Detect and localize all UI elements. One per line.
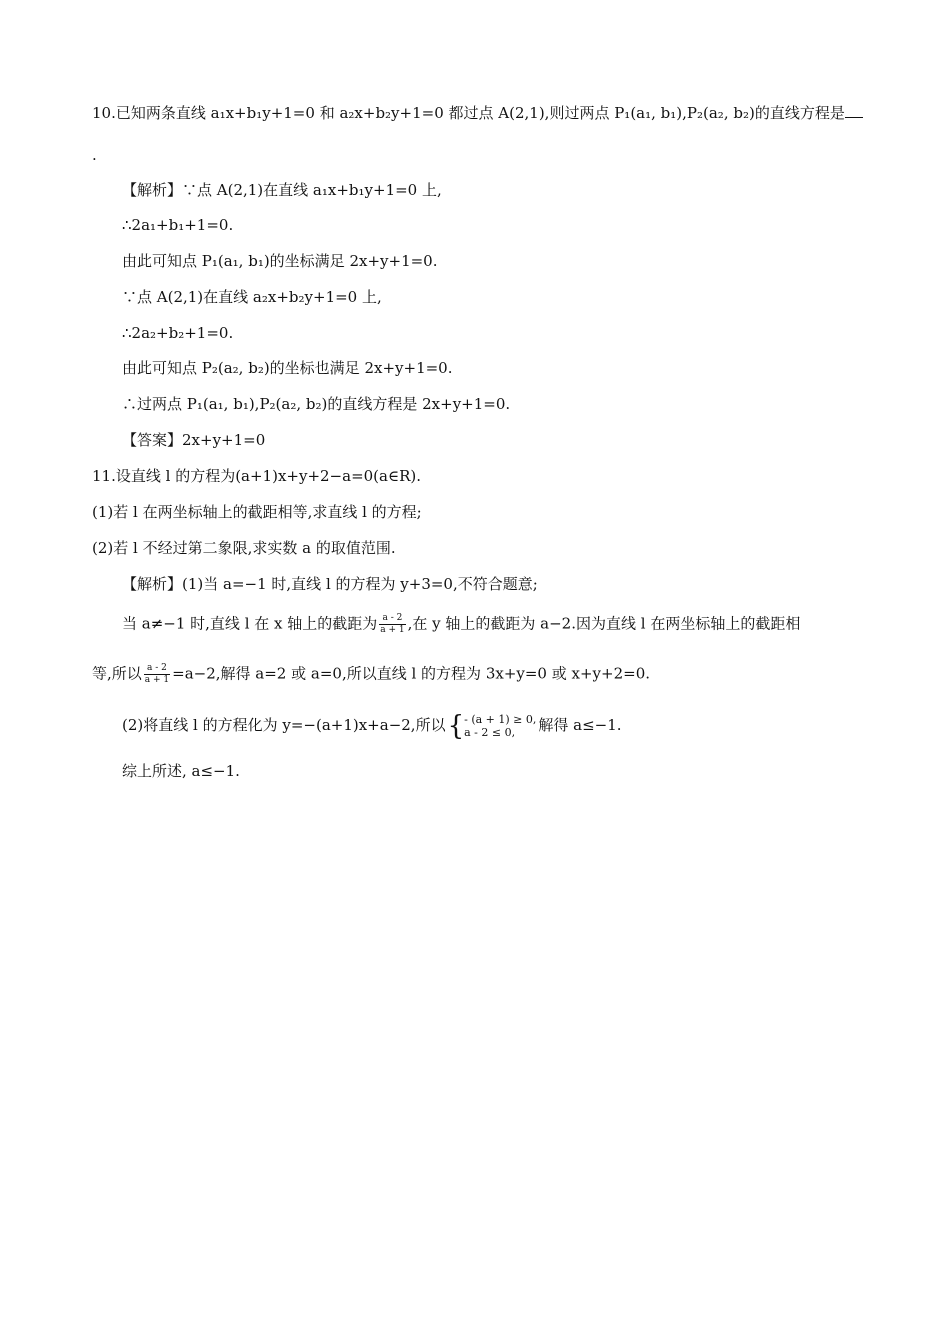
solution-10-line-4: ∵点 A(2,1)在直线 a₂x+b₂y+1=0 上, xyxy=(122,288,382,306)
fraction-equation xyxy=(144,663,170,686)
solution-11-line-1: 【解析】(1)当 a=−1 时,直线 l 的方程为 y+3=0,不符合题意; xyxy=(122,575,538,593)
fraction-denominator-2: a + 1 xyxy=(144,675,170,685)
left-brace: { xyxy=(447,710,465,742)
question-10 xyxy=(92,103,863,123)
fraction-numerator: a - 2 xyxy=(379,613,405,625)
solution-11-conclusion: 综上所述, a≤−1. xyxy=(122,762,240,780)
solution-11-line-2-b: ,在 y 轴上的截距为 a−2.因为直线 l 在两坐标轴上的截距相 xyxy=(407,614,801,633)
inequality-2: a - 2 ≤ 0, xyxy=(464,726,516,739)
question-10-text: 10.已知两条直线 a₁x+b₁y+1=0 和 a₂x+b₂y+1=0 都过点 A(2,1),则过两点 P₁(a₁, b₁),P₂(a₂, b₂)的直线方程是 xyxy=(92,104,845,122)
solution-11-line-3 xyxy=(92,663,650,686)
fraction-numerator-2: a - 2 xyxy=(144,663,170,675)
system-of-inequalities xyxy=(447,710,537,742)
solution-11-line-4 xyxy=(122,710,622,742)
answer-blank xyxy=(845,105,863,118)
fraction-denominator: a + 1 xyxy=(380,625,405,635)
inequality-1: - (a + 1) ≥ 0, xyxy=(464,713,537,726)
solution-10-line-5: ∴2a₂+b₂+1=0. xyxy=(122,324,234,342)
solution-11-line-2 xyxy=(122,613,800,636)
solution-11-line-4-a: (2)将直线 l 的方程化为 y=−(a+1)x+a−2,所以 xyxy=(122,716,446,734)
question-11-part-1: (1)若 l 在两坐标轴上的截距相等,求直线 l 的方程; xyxy=(92,503,422,521)
fraction-intercept xyxy=(379,613,405,636)
solution-11-line-3-a: 等,所以 xyxy=(92,664,142,683)
question-11-part-2: (2)若 l 不经过第二象限,求实数 a 的取值范围. xyxy=(92,539,396,557)
solution-10-line-2: ∴2a₁+b₁+1=0. xyxy=(122,216,234,234)
question-10-tail: . xyxy=(92,146,97,164)
solution-11-line-4-b: 解得 a≤−1. xyxy=(538,716,622,734)
question-11-stem: 11.设直线 l 的方程为(a+1)x+y+2−a=0(a∈R). xyxy=(92,467,421,485)
solution-10-line-1: 【解析】∵点 A(2,1)在直线 a₁x+b₁y+1=0 上, xyxy=(122,181,442,199)
solution-11-line-2-a: 当 a≠−1 时,直线 l 在 x 轴上的截距为 xyxy=(122,614,378,633)
solution-10-line-6: 由此可知点 P₂(a₂, b₂)的坐标也满足 2x+y+1=0. xyxy=(122,359,453,377)
answer-10: 【答案】2x+y+1=0 xyxy=(122,431,266,449)
solution-11-line-3-b: =a−2,解得 a=2 或 a=0,所以直线 l 的方程为 3x+y=0 或 x+y+2=0. xyxy=(172,664,651,683)
solution-10-line-3: 由此可知点 P₁(a₁, b₁)的坐标满足 2x+y+1=0. xyxy=(122,252,438,270)
solution-10-line-7: ∴过两点 P₁(a₁, b₁),P₂(a₂, b₂)的直线方程是 2x+y+1=0. xyxy=(122,395,511,413)
